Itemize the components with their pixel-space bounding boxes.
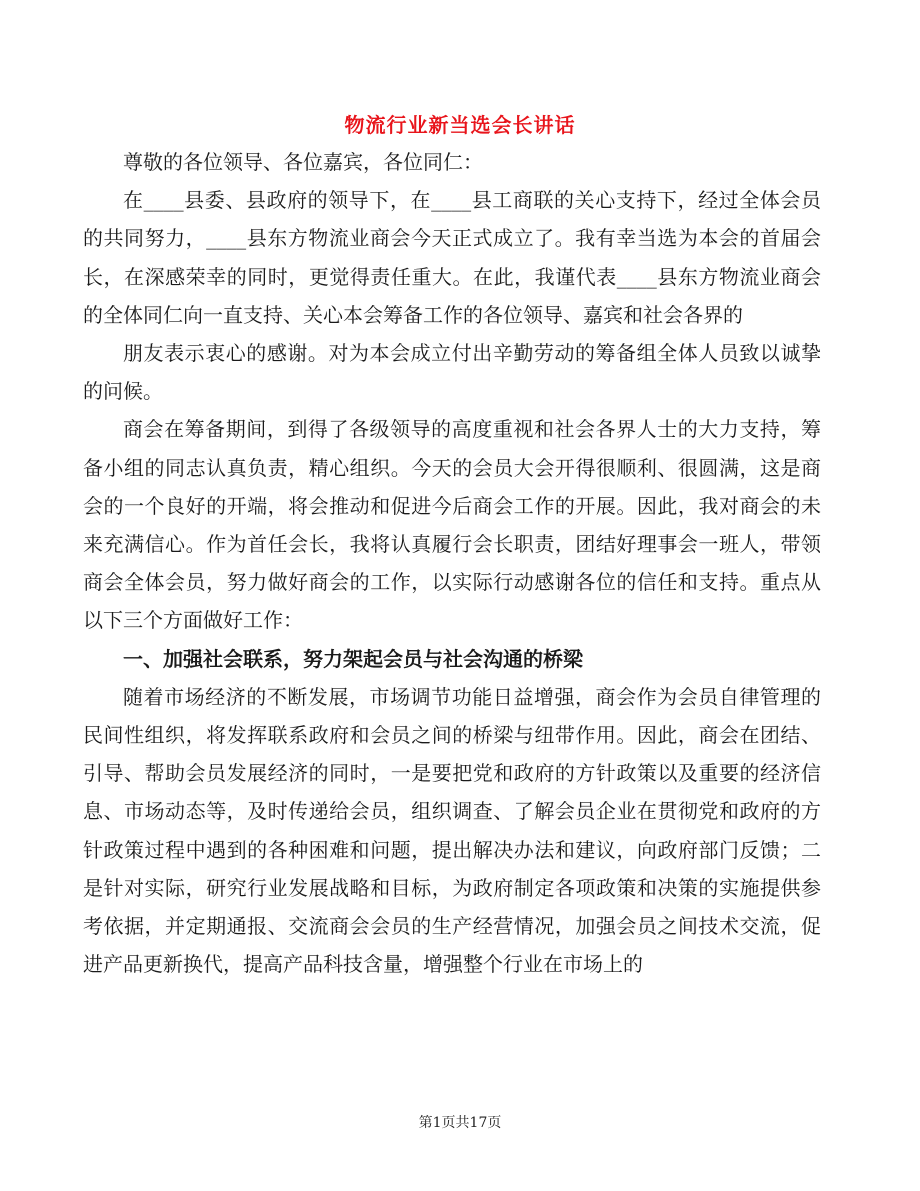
section-heading: 一、加强社会联系，努力架起会员与社会沟通的桥梁 [123, 646, 583, 671]
document-title: 物流行业新当选会长讲话 [344, 113, 576, 137]
document-body [83, 143, 821, 983]
body-paragraph: 随着市场经济的不断发展，市场调节功能日益增强，商会作为会员自律管理的民间性组织，将发挥联系政府和会员之间的桥梁与纽带作用。因此，商会在团结、引导、帮助会员发展经济的同时，一是要把党和政府的方针政策以及重要的经济信息、市场动态等，及时传递给会员，组织调查、了解会员企业在贯彻党和政府的方针政策过程中遇到的各种困难和问题，提出解决办法和建议，向政府部门反馈；二是针对实际，研究行业发展战略和目标，为政府制定各项政策和决策的实施提供参考依据，并定期通报、交流商会会员的生产经营情况，加强会员之间技术交流，促进产品更新换代，提高产品科技含量，增强整个行业在市场上的 [83, 684, 821, 977]
body-paragraph: 朋友表示衷心的感谢。对为本会成立付出辛勤劳动的筹备组全体人员致以诚挚的问候。 [83, 341, 821, 404]
body-paragraph: 在____县委、县政府的领导下，在____县工商联的关心支持下，经过全体会员的共同努力，____县东方物流业商会今天正式成立了。我有幸当选为本会的首届会长，在深感荣幸的同时，更觉得责任重大。在此，我谨代表____县东方物流业商会的全体同仁向一直支持、关心本会筹备工作的各位领导、嘉宾和社会各界的 [83, 188, 821, 327]
page-number: 第1页共17页 [418, 1115, 502, 1131]
body-paragraph: 商会在筹备期间，到得了各级领导的高度重视和社会各界人士的大力支持，筹备小组的同志认真负责，精心组织。今天的会员大会开得很顺利、很圆满，这是商会的一个良好的开端，将会推动和促进今后商会工作的开展。因此，我对商会的未来充满信心。作为首任会长，我将认真履行会长职责，团结好理事会一班人，带领商会全体会员，努力做好商会的工作，以实际行动感谢各位的信任和支持。重点从以下三个方面做好工作： [83, 417, 821, 633]
salutation-paragraph: 尊敬的各位领导、各位嘉宾，各位同仁： [123, 150, 483, 174]
